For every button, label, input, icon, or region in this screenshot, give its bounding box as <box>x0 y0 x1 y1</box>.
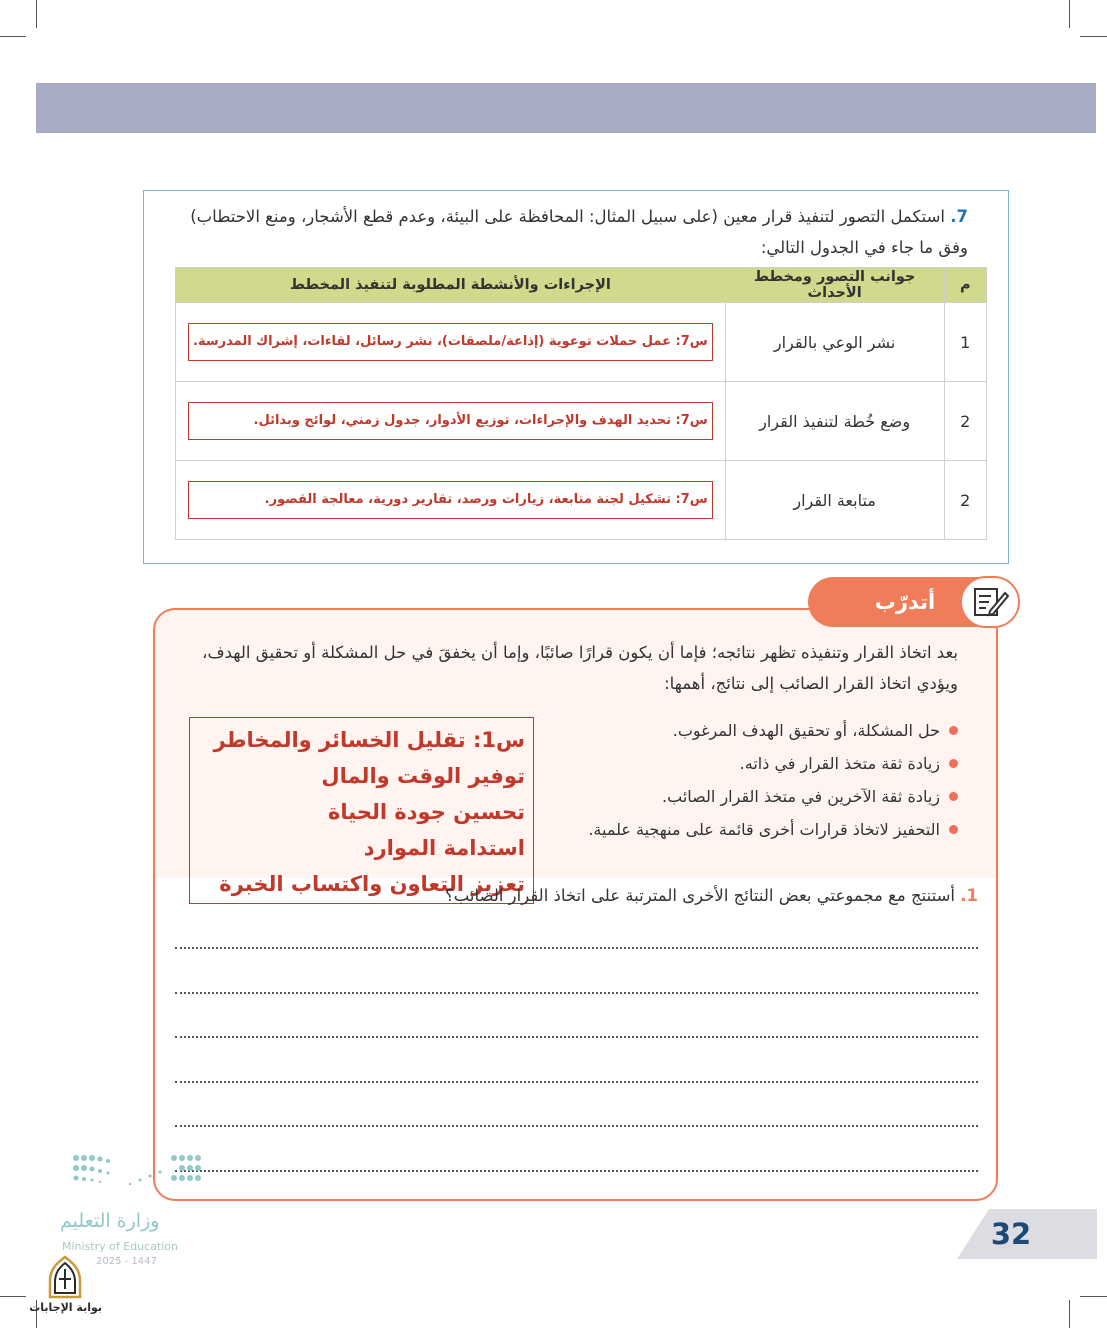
ministry-dots-icon <box>70 1150 210 1196</box>
crop-mark <box>36 0 37 28</box>
answer-line[interactable] <box>175 1125 978 1127</box>
crop-mark <box>0 36 26 37</box>
row-aspect: نشر الوعي بالقرار <box>725 303 944 382</box>
handwritten-line: توفير الوقت والمال <box>321 764 525 788</box>
handwritten-line: استدامة الموارد <box>363 836 525 860</box>
header-actions: الإجراءات والأنشطة المطلوبة لتنفيذ المخطط <box>176 268 726 303</box>
question-1 <box>445 886 978 905</box>
practice-section <box>153 608 998 1201</box>
answer-text: س7: تشكيل لجنة متابعة، زيارات ورصد، تقارير دورية، معالجة القصور. <box>188 481 713 519</box>
crop-mark <box>1069 0 1070 28</box>
table-row <box>176 303 987 382</box>
table-row <box>176 382 987 461</box>
answer-line[interactable] <box>175 1036 978 1038</box>
handwritten-line: تحسين جودة الحياة <box>327 800 525 824</box>
question-1-number: 1. <box>960 886 978 905</box>
row-aspect: وضع خُطة لتنفيذ القرار <box>725 382 944 461</box>
results-list <box>518 714 958 846</box>
list-item: زيادة ثقة متخذ القرار في ذاته. <box>518 747 958 780</box>
answer-line[interactable] <box>175 1170 978 1172</box>
plan-table <box>175 267 987 540</box>
row-answer-cell <box>176 461 726 540</box>
answer-line[interactable] <box>175 947 978 949</box>
row-number: 2 <box>944 382 986 461</box>
portal-logo-icon <box>44 1255 86 1301</box>
question-7-box <box>143 190 1009 564</box>
answer-line[interactable] <box>175 992 978 994</box>
crop-mark <box>1069 1300 1070 1328</box>
ministry-name-ar: وزارة التعليم <box>60 1210 160 1232</box>
page-number: 32 <box>990 1217 1032 1251</box>
row-aspect: متابعة القرار <box>725 461 944 540</box>
crop-mark <box>1080 36 1107 37</box>
question-7-text <box>188 201 968 263</box>
table-header-row <box>176 268 987 303</box>
header-index: م <box>944 268 986 303</box>
handwritten-answer-box <box>189 717 534 904</box>
handwritten-line: تعزيز التعاون واكتساب الخبرة <box>219 872 525 896</box>
edition-year: 2025 - 1447 <box>96 1256 157 1267</box>
question-7-body: استكمل التصور لتنفيذ قرار معين (على سبيل المثال: المحافظة على البيئة، وعدم قطع الأشجار، ومنع الاحتطاب) وفق ما جاء في الجدول التالي: <box>190 207 968 257</box>
row-number: 1 <box>944 303 986 382</box>
list-item: التحفيز لاتخاذ قرارات أخرى قائمة على منهجية علمية. <box>518 813 958 846</box>
row-number: 2 <box>944 461 986 540</box>
header-aspects: جوانب التصور ومخطط الأحداث <box>725 268 944 303</box>
crop-mark <box>1080 1296 1107 1297</box>
handwritten-line: س1: تقليل الخسائر والمخاطر <box>213 728 525 752</box>
answer-text: س7: تحديد الهدف والإجراءات، توزيع الأدوار، جدول زمني، لوائح وبدائل. <box>188 402 713 440</box>
practice-intro: بعد اتخاذ القرار وتنفيذه تظهر نتائجه؛ فإما أن يكون قرارًا صائبًا، وإما أن يخفقَ في حل المشكلة أو تحقيق الهدف، ويؤدي اتخاذ القرار الصائب إلى نتائج، أهمها: <box>202 643 958 693</box>
ministry-logo <box>60 1150 210 1267</box>
row-answer-cell <box>176 303 726 382</box>
question-1-text: أستنتج مع مجموعتي بعض النتائج الأخرى المترتبة على اتخاذ القرار الصائب؟ <box>444 886 955 905</box>
list-item: زيادة ثقة الآخرين في متخذ القرار الصائب. <box>518 780 958 813</box>
portal-name: بوابة الإجابات <box>29 1301 102 1314</box>
pencil-note-icon <box>960 576 1020 628</box>
header-band <box>36 83 1096 133</box>
table-row <box>176 461 987 540</box>
practice-tab: أتدرّب <box>808 577 978 627</box>
question-7-number: 7. <box>950 207 968 226</box>
answer-text: س7: عمل حملات توعوية (إذاعة/ملصقات)، نشر رسائل، لقاءات، إشراك المدرسة. <box>188 323 713 361</box>
row-answer-cell <box>176 382 726 461</box>
answer-line[interactable] <box>175 1081 978 1083</box>
ministry-name-en: Ministry of Education <box>62 1240 179 1253</box>
list-item: حل المشكلة، أو تحقيق الهدف المرغوب. <box>518 714 958 747</box>
crop-mark <box>0 1296 26 1297</box>
